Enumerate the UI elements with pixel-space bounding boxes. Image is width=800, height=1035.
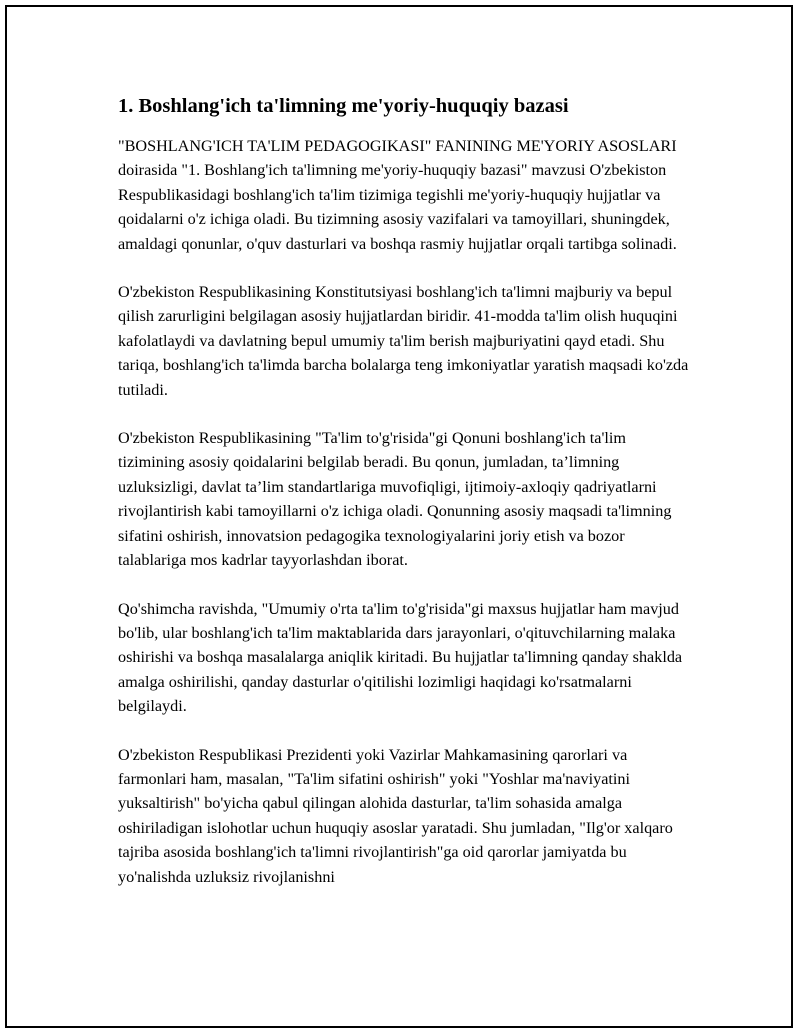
paragraph-1: "BOSHLANG'ICH TA'LIM PEDAGOGIKASI" FANINING ME'YORIY ASOSLARI doirasida "1. Boshlang'ich ta'limning me'yoriy-huquqiy bazasi" mavzusi O'zbekiston Respublikasidagi boshlang'ich ta'lim tizimiga tegishli me'yoriy-huquqiy hujjatlar va qoidalarni o'z ichiga oladi. Bu tizimning asosiy vazifalari va tamoyillari, shuningdek, amaldagi qonunlar, o'quv dasturlari va boshqa rasmiy hujjatlar orqali tartibga solinadi. <box>118 137 677 253</box>
paragraph-4: Qo'shimcha ravishda, "Umumiy o'rta ta'lim to'g'risida"gi maxsus hujjatlar ham mavjud bo'lib, ular boshlang'ich ta'lim maktablarida dars jarayonlari, o'qituvchilarning malaka oshirishi va boshqa masalalarga aniqlik kiritadi. Bu hujjatlar ta'limning qanday shaklda amalga oshirilishi, qanday dasturlar o'qitilishi lozimligi haqidagi ko'rsatmalarni belgilaydi. <box>118 599 683 716</box>
paragraph-3: O'zbekiston Respublikasining "Ta'lim to'g'risida"gi Qonuni boshlang'ich ta'lim tizimining asosiy qoidalarini belgilab beradi. Bu qonun, jumladan, ta’limning uzluksizligi, davlat ta’lim standartlariga muvofiqligi, ijtimoiy-axloqiy qadriyatlarni rivojlantirish kabi tamoyillarni o'z ichiga oladi. Qonunning asosiy maqsadi ta'limning sifatini oshirish, innovatsion pedagogika texnologiyalarini joriy etish va bozor talablariga mos kadrlar tayyorlashdan iborat. <box>118 429 672 570</box>
paragraph-2: O'zbekiston Respublikasining Konstitutsiyasi boshlang'ich ta'limni majburiy va bepul qilish zarurligini belgilagan asosiy hujjatlardan biridir. 41-modda ta'lim olish huquqini kafolatlaydi va davlatning bepul umumiy ta'lim berish majburiyatini qayd etadi. Shu tariqa, boshlang'ich ta'limda barcha bolalarga teng imkoniyatlar yaratish maqsadi ko'zda tutiladi. <box>118 283 689 399</box>
document-body <box>118 92 690 913</box>
paragraph-5: O'zbekiston Respublikasi Prezidenti yoki Vazirlar Mahkamasining qarorlari va farmonlari ham, masalan, "Ta'lim sifatini oshirish" yoki "Yoshlar ma'naviyatini yuksaltirish" bo'yicha qabul qilingan alohida dasturlar, ta'lim sohasida amalga oshiriladigan islohotlar uchun huquqiy asoslar yaratadi. Shu jumladan, "Ilg'or xalqaro tajriba asosida boshlang'ich ta'limni rivojlantirish"ga oid qarorlar jamiyatda bu yo'nalishda uzluksiz rivojlanishni <box>118 745 673 886</box>
section-heading: 1. Boshlang'ich ta'limning me'yoriy-huquqiy bazasi <box>118 95 569 117</box>
